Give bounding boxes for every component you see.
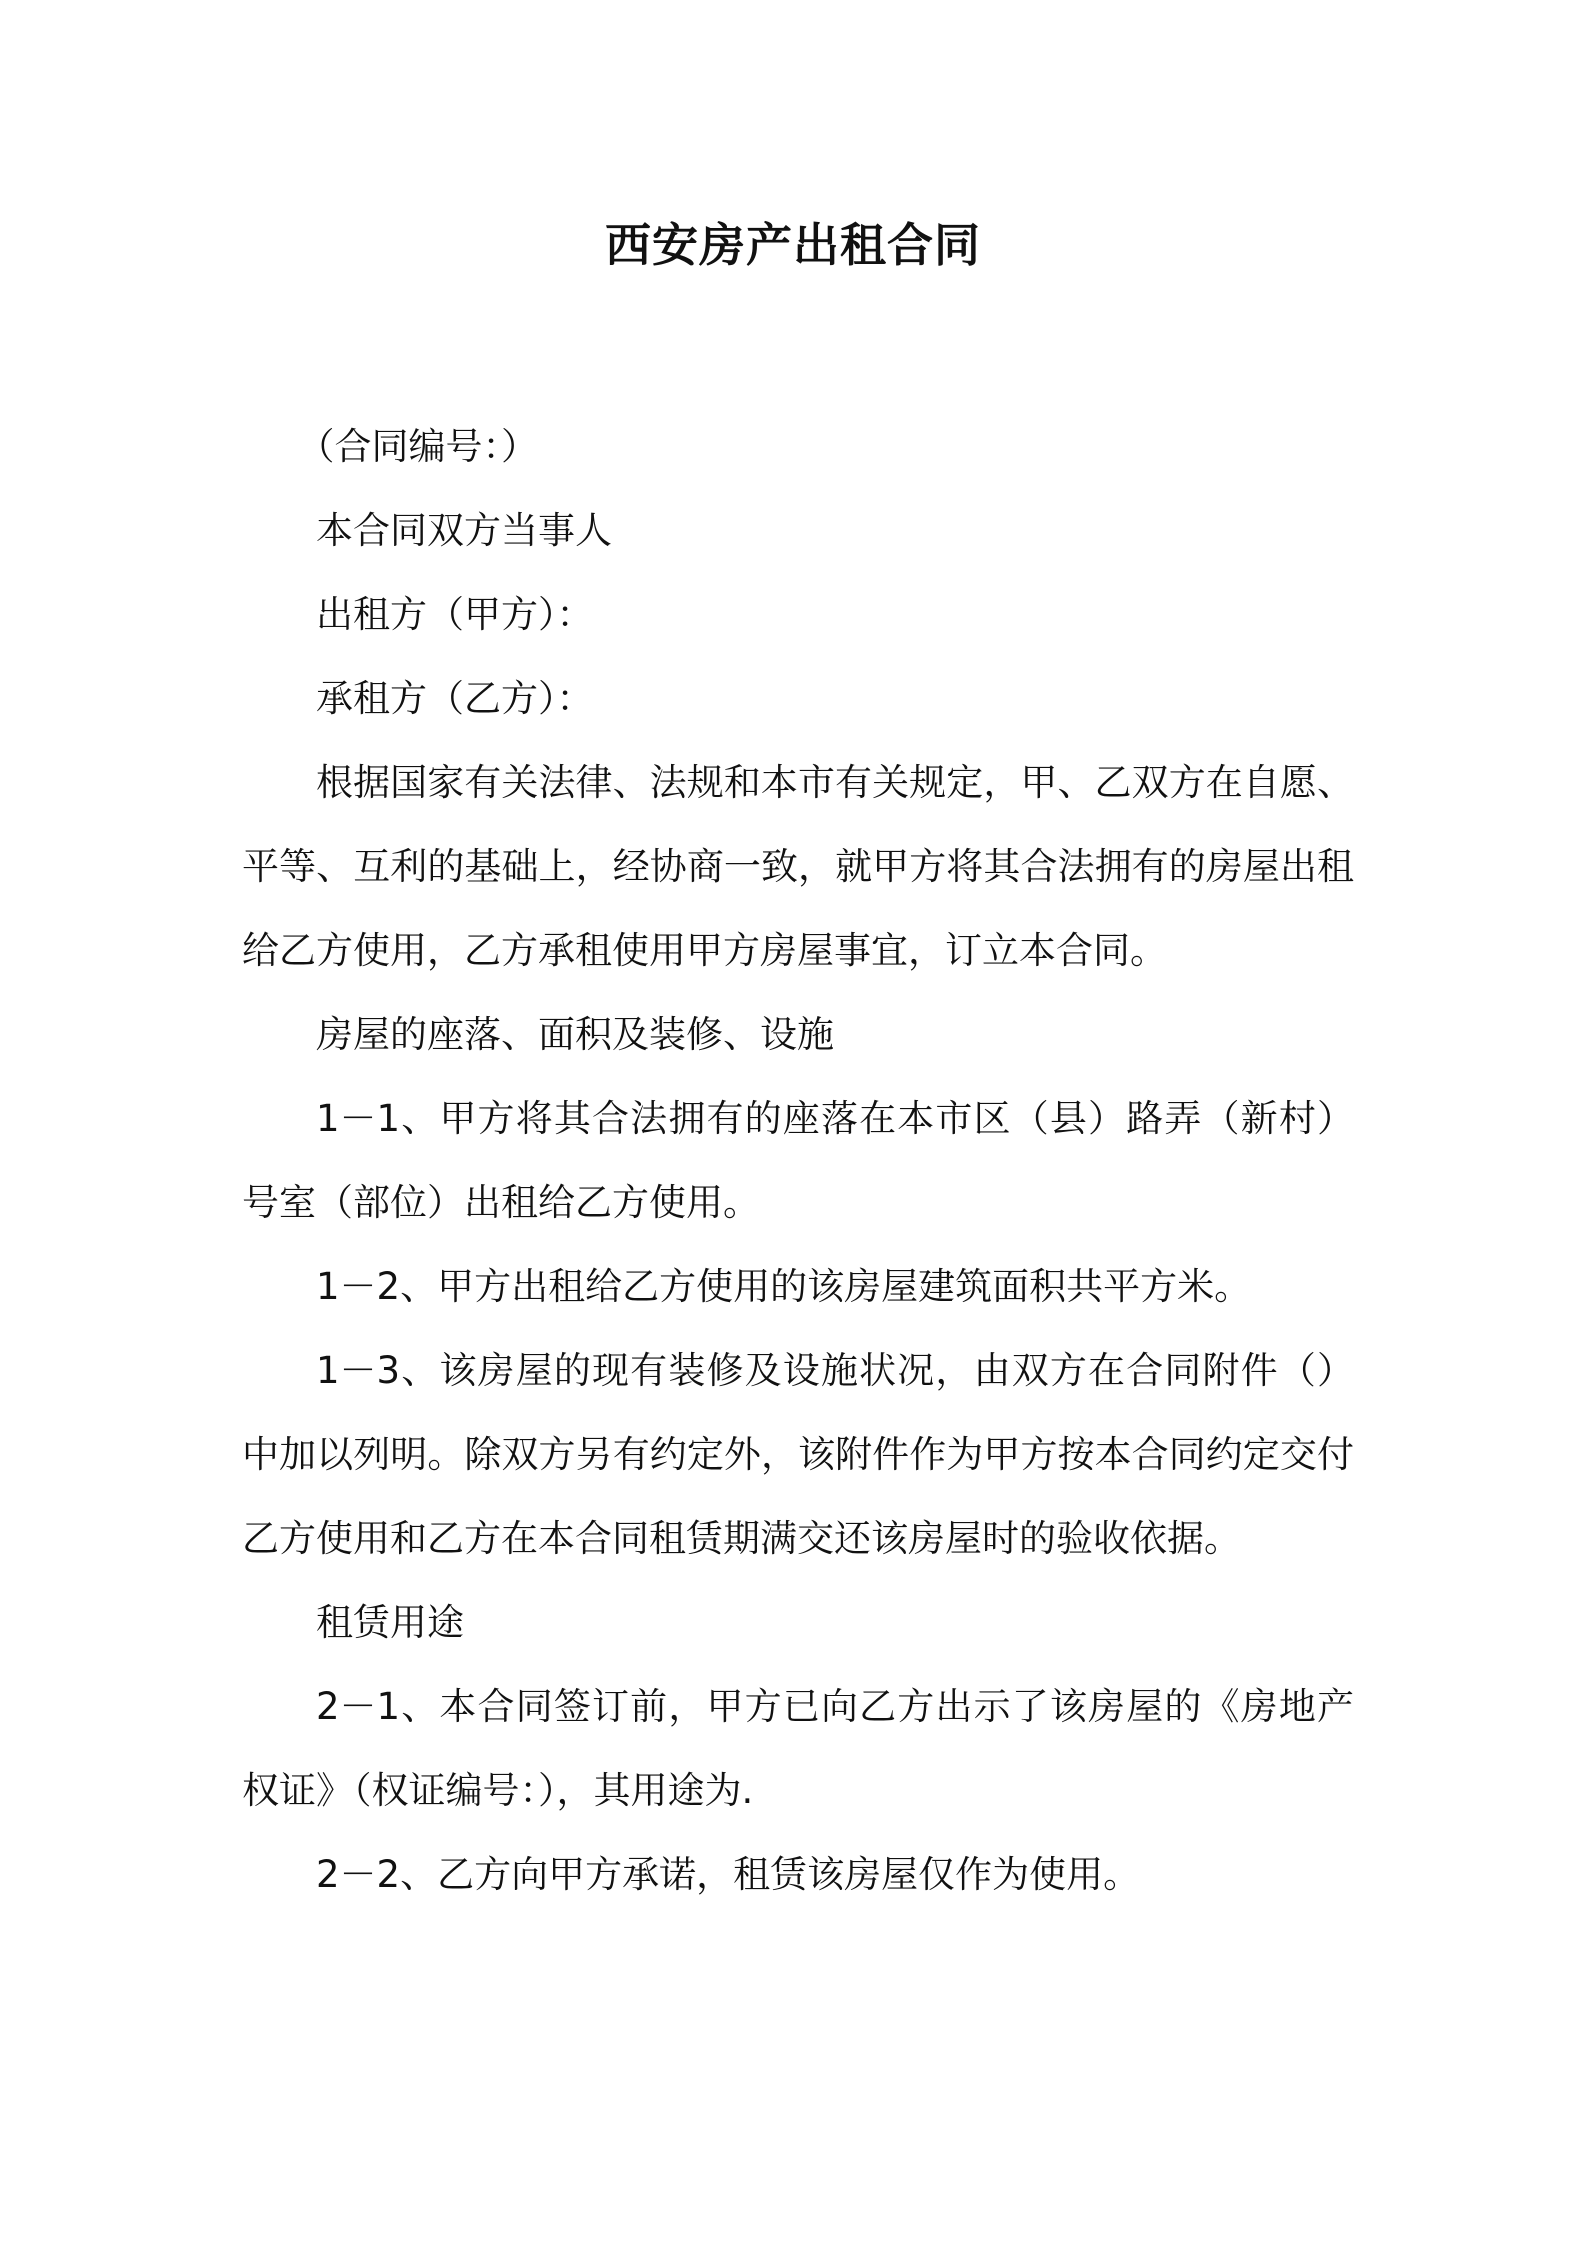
document-body	[242, 405, 1354, 1917]
clause-1-2: 1－2、甲方出租给乙方使用的该房屋建筑面积共平方米。	[316, 1265, 1252, 1308]
parties-heading: 本合同双方当事人	[316, 509, 612, 552]
clause-1-3: 1－3、该房屋的现有装修及设施状况，由双方在合同附件（）中加以列明。除双方另有约定外，该附件作为甲方按本合同约定交付乙方使用和乙方在本合同租赁期满交还该房屋时的验收依据。	[242, 1349, 1354, 1560]
preamble-paragraph: 根据国家有关法律、法规和本市有关规定，甲、乙双方在自愿、平等、互利的基础上，经协商一致，就甲方将其合法拥有的房屋出租给乙方使用，乙方承租使用甲方房屋事宜，订立本合同。	[242, 761, 1354, 972]
lessee-line: 承租方（乙方）：	[316, 677, 594, 720]
clause-1-1: 1－1、甲方将其合法拥有的座落在本市区（县）路弄（新村）号室（部位）出租给乙方使用。	[242, 1097, 1354, 1224]
clause-2-2: 2－2、乙方向甲方承诺，租赁该房屋仅作为使用。	[316, 1853, 1141, 1896]
section-heading-purpose: 租赁用途	[316, 1601, 464, 1644]
lessor-line: 出租方（甲方）：	[316, 593, 594, 636]
clause-2-1: 2－1、本合同签订前，甲方已向乙方出示了该房屋的《房地产权证》（权证编号：），其用途为.	[242, 1685, 1354, 1812]
section-heading-location: 房屋的座落、面积及装修、设施	[316, 1013, 834, 1056]
contract-number-line: （合同编号：）	[297, 425, 538, 468]
document-title: 西安房产出租合同	[605, 218, 981, 272]
